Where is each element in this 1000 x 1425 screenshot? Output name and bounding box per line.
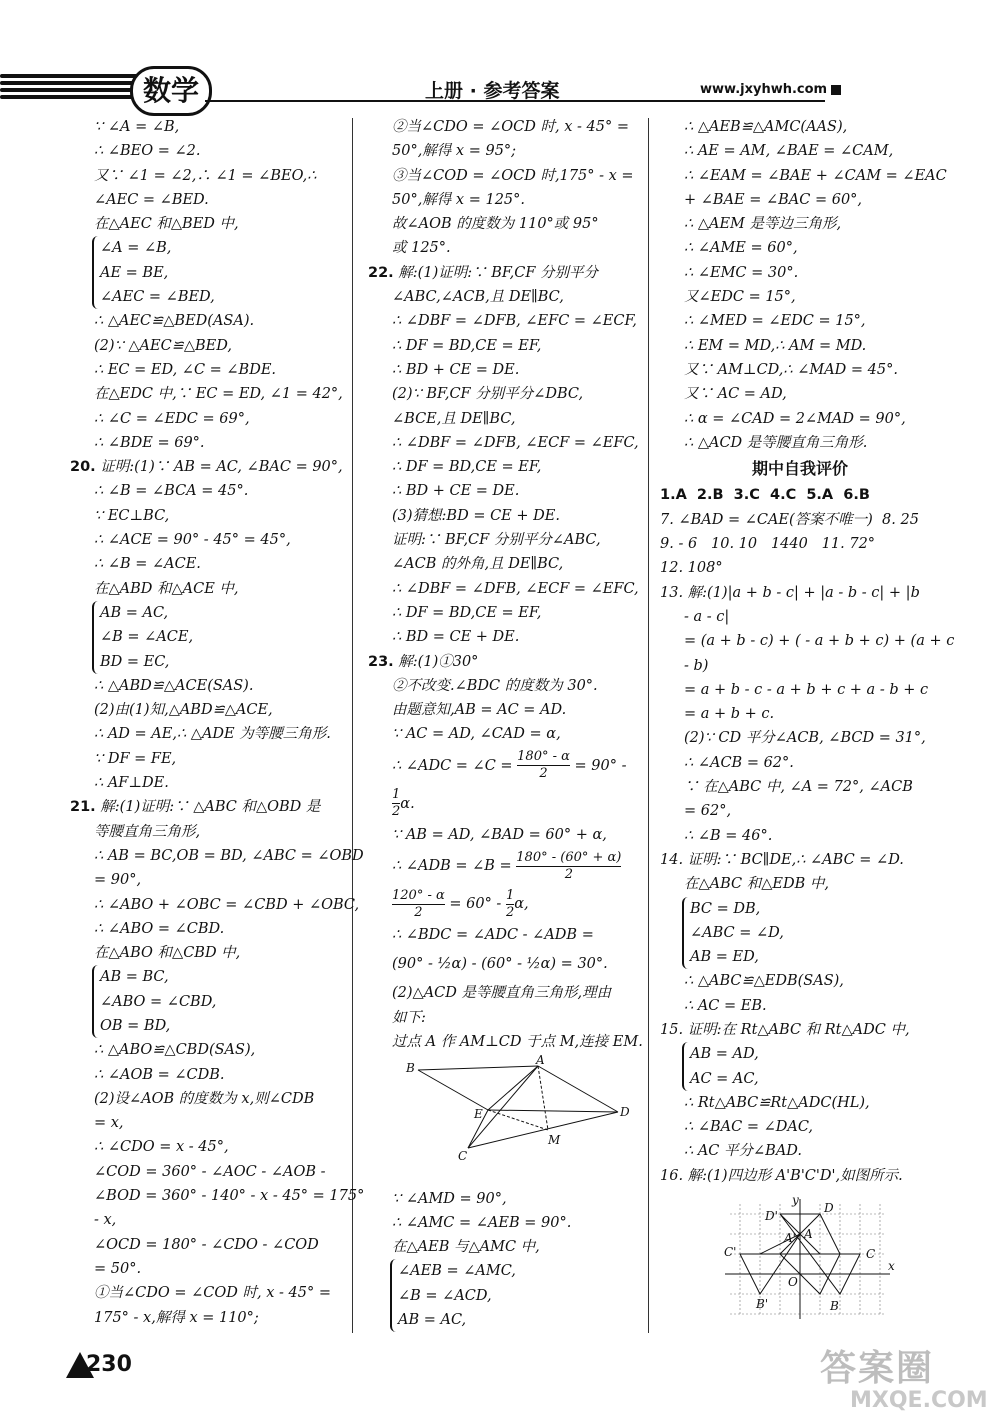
- text-line: ∵ AC = AD, ∠CAD = α,: [392, 726, 561, 743]
- page-header: [0, 64, 1000, 114]
- text-line: AB = ED,: [690, 949, 759, 966]
- text-line: ∴ ∠EMC = 30°.: [684, 264, 799, 281]
- text-line: AC = AC,: [690, 1070, 759, 1087]
- text-line: ∴ ∠CDO = x - 45°,: [94, 1139, 229, 1156]
- text-line: - b): [684, 657, 709, 674]
- text-line: (3)猜想:BD = CE + DE.: [392, 507, 560, 524]
- point-label: E: [474, 1107, 483, 1122]
- text-line: ∴ AE = AM, ∠BAE = ∠CAM,: [684, 143, 894, 160]
- point-label: A: [536, 1053, 545, 1068]
- text-line: 13. 解:(1)|a + b - c| + |a - b - c| + |b: [660, 584, 920, 601]
- text-line: ∠A = ∠B,: [100, 240, 172, 257]
- text-line: ∠ABO = ∠CBD,: [100, 993, 217, 1010]
- text-line: ①当∠CDO = ∠COD 时, x - 45° =: [94, 1285, 331, 1302]
- answer-column-3: [660, 115, 955, 1340]
- text-line: ∴ ∠ACE = 90° - 45° = 45°,: [94, 532, 291, 549]
- text-line: 又∠EDC = 15°,: [684, 289, 796, 306]
- text-line: ②不改变.∠BDC 的度数为 30°.: [392, 677, 598, 694]
- brace-group: [682, 897, 940, 970]
- point-label: C: [866, 1247, 876, 1262]
- point-label: D: [620, 1105, 630, 1120]
- text-line: 或 125°.: [392, 240, 451, 257]
- text-line: ∴ ∠DBF = ∠DFB, ∠EFC = ∠ECF,: [392, 313, 637, 330]
- brace-group: [390, 1259, 636, 1332]
- text-line: 1.A 2.B 3.C 4.C 5.A 6.B: [660, 487, 870, 504]
- text-line: ∴ AB = BC,OB = BD, ∠ABC = ∠OBD: [94, 847, 364, 864]
- text-line: ∴ △AEB≌△AMC(AAS),: [684, 119, 848, 135]
- text-line: (90° - ½α) - (60° - ½α) = 30°.: [392, 956, 608, 973]
- text-line: (2)由(1)知,△ABD≌△ACE,: [94, 702, 273, 719]
- text-line: ∠COD = 360° - ∠AOC - ∠AOB -: [94, 1163, 326, 1180]
- text-line: ∴ △ABD≌△ACE(SAS).: [94, 677, 254, 694]
- point-label: A': [784, 1231, 796, 1246]
- text-line: ∴ AD = AE,∴ △ADE 为等腰三角形.: [94, 726, 331, 743]
- text-line: 在△EDC 中,∵ EC = ED, ∠1 = 42°,: [94, 386, 343, 403]
- question-21: 21. 解:(1)证明:∵ △ABC 和△OBD 是: [70, 799, 321, 816]
- text-line: AE = BE,: [100, 264, 169, 281]
- brace-group: [92, 965, 348, 1038]
- text-line: ∴ ∠B = ∠BCA = 45°.: [94, 483, 249, 500]
- section-title: 期中自我评价: [751, 459, 848, 479]
- text-line: BC = DB,: [690, 900, 761, 917]
- text-line: 14. 证明:∵ BC∥DE,∴ ∠ABC = ∠D.: [660, 851, 904, 868]
- text-line: ∴ Rt△ABC≌Rt△ADC(HL),: [684, 1094, 870, 1111]
- question-20: 20. 证明:(1)∵ AB = AC, ∠BAC = 90°,: [70, 459, 343, 476]
- text-line: ∴ BD + CE = DE.: [392, 483, 520, 500]
- axis-label: y: [792, 1193, 799, 1208]
- text-line: (2)∵ CD 平分∠ACB, ∠BCD = 31°,: [684, 730, 926, 747]
- text-line: = 50°.: [94, 1260, 142, 1277]
- page-number: 230: [86, 1352, 132, 1377]
- text-line: (2)设∠AOB 的度数为 x,则∠CDB: [94, 1090, 315, 1107]
- origin-label: O: [788, 1275, 798, 1290]
- text-line: ∠AEC = ∠BED,: [100, 289, 215, 306]
- header-url: www.jxyhwh.com: [700, 82, 841, 97]
- text-line: ∴ BD = CE + DE.: [392, 629, 520, 646]
- text-line: ∴ ∠MED = ∠EDC = 15°,: [684, 313, 866, 330]
- text-line: ∵ EC⊥BC,: [94, 507, 170, 524]
- text-line: 又∵ ∠1 = ∠2,∴ ∠1 = ∠BEO,∴: [94, 167, 317, 184]
- text-line: ∴ ∠C = ∠EDC = 69°,: [94, 410, 250, 427]
- header-decoration: [0, 74, 150, 104]
- text-line: ∠OCD = 180° - ∠CDO - ∠COD: [94, 1236, 319, 1253]
- text-line: 在△AEC 和△BED 中,: [94, 216, 239, 233]
- coordinate-grid-figure: [720, 1194, 900, 1324]
- fraction: $\frac{180^\circ - \alpha}{2}$: [517, 749, 570, 782]
- text-line: ∴ AF⊥DE.: [94, 775, 169, 792]
- brace-group: [92, 236, 348, 309]
- text-line: ③当∠COD = ∠OCD 时,175° - x =: [392, 167, 634, 184]
- text-line: ∠B = ∠ACD,: [398, 1287, 492, 1304]
- text-line: ∠ACB 的外角,且 DE∥BC,: [392, 556, 564, 573]
- text-line: ∵ AB = AD, ∠BAD = 60° + α,: [392, 826, 607, 843]
- column-divider: [648, 118, 649, 1333]
- text-line: BD = EC,: [100, 653, 170, 670]
- text-line: ∠B = ∠ACE,: [100, 629, 194, 646]
- text-line: = a + b + c.: [684, 706, 775, 723]
- text-line: ∴ ∠ABO + ∠OBC = ∠CBD + ∠OBC,: [94, 896, 360, 913]
- text-line: 在△AEB 与△AMC 中,: [392, 1239, 540, 1256]
- text-line: ∴ ∠EAM = ∠BAE + ∠CAM = ∠EAC: [684, 167, 947, 184]
- text-line: ∴ EC = ED, ∠C = ∠BDE.: [94, 361, 277, 378]
- watermark: 答案圈: [820, 1348, 935, 1389]
- text-line: ∴ ∠BEO = ∠2.: [94, 143, 201, 160]
- fraction: $\frac{180^\circ - (60^\circ + \alpha)}{2}$: [516, 849, 622, 882]
- text-line: = 90°,: [94, 872, 142, 889]
- text-line: ∴ △AEC≌△BED(ASA).: [94, 313, 255, 330]
- question-23: 23. 解:(1)①30°: [368, 653, 479, 670]
- formula-line: ∴ ∠ADC = ∠C = $\frac{180^\circ - \alpha}{2}$ = 90° -: [392, 749, 627, 782]
- text-line: + ∠BAE = ∠BAC = 60°,: [684, 191, 863, 208]
- text-line: 过点 A 作 AM⊥CD 于点 M,连接 EM.: [392, 1033, 643, 1050]
- text-line: ∴ AC 平分∠BAD.: [684, 1143, 803, 1160]
- text-line: 等腰直角三角形,: [94, 823, 201, 840]
- column-divider: [352, 118, 353, 1333]
- text-line: ∴ ∠ACB = 62°.: [684, 754, 794, 771]
- text-line: 在△ABD 和△ACE 中,: [94, 580, 239, 597]
- text-line: ∴ DF = BD,CE = EF,: [392, 337, 542, 354]
- text-line: ∠AEB = ∠AMC,: [398, 1263, 516, 1280]
- text-line: ∴ ∠B = ∠ACE.: [94, 556, 201, 573]
- text-line: 15. 证明:在 Rt△ABC 和 Rt△ADC 中,: [660, 1021, 910, 1038]
- text-line: ∴ △AEM 是等边三角形,: [684, 216, 842, 233]
- text-line: ∴ BD + CE = DE.: [392, 361, 520, 378]
- text-line: = x,: [94, 1115, 124, 1132]
- text-line: 175° - x,解得 x = 110°;: [94, 1309, 259, 1326]
- point-label: M: [548, 1133, 561, 1148]
- fraction: $\frac{120^\circ - \alpha}{2}$: [392, 887, 445, 920]
- formula-line: ∴ ∠ADB = ∠B = $\frac{180^\circ - (60^\circ + \alpha)}{2}$: [392, 849, 622, 882]
- text-line: ∴ ∠DBF = ∠DFB, ∠ECF = ∠EFC,: [392, 434, 639, 451]
- point-label: B: [830, 1299, 839, 1314]
- text-line: ∴ EM = MD,∴ AM = MD.: [684, 337, 867, 354]
- text-line: ∵ ∠AMD = 90°,: [392, 1190, 507, 1207]
- text-line: ∴ ∠BDE = 69°.: [94, 434, 205, 451]
- text-line: 又∵ AC = AD,: [684, 386, 787, 403]
- header-title: 上册 · 参考答案: [425, 80, 560, 102]
- text-line: OB = BD,: [100, 1017, 171, 1034]
- answer-column-2: [368, 115, 643, 1332]
- text-line: ∴ ∠DBF = ∠DFB, ∠ECF = ∠EFC,: [392, 580, 639, 597]
- text-line: ∠ABC = ∠D,: [690, 924, 784, 941]
- brace-group: [92, 601, 348, 674]
- text-line: ∴ ∠AOB = ∠CDB.: [94, 1066, 225, 1083]
- text-line: 如下:: [392, 1009, 426, 1026]
- text-line: ∴ ∠BAC = ∠DAC,: [684, 1119, 814, 1136]
- text-line: ∠ABC,∠ACB,且 DE∥BC,: [392, 289, 564, 306]
- text-line: AB = AD,: [690, 1046, 759, 1063]
- text-line: ∴ α = ∠CAD = 2∠MAD = 90°,: [684, 410, 906, 427]
- axis-label: x: [888, 1259, 895, 1274]
- text-line: ∴ △ABO≌△CBD(SAS),: [94, 1042, 256, 1059]
- text-line: - x,: [94, 1212, 117, 1229]
- text-line: AB = BC,: [100, 969, 169, 986]
- text-line: = (a + b - c) + ( - a + b + c) + (a + c: [684, 633, 955, 650]
- text-line: ∠AEC = ∠BED.: [94, 191, 209, 208]
- point-label: D': [765, 1209, 778, 1224]
- text-line: ∴ DF = BD,CE = EF,: [392, 459, 542, 476]
- text-line: ∴ ∠BDC = ∠ADC - ∠ADB =: [392, 927, 594, 944]
- formula-line: 1 2 α.: [392, 787, 415, 820]
- text-line: ∵ DF = FE,: [94, 750, 177, 767]
- text-line: - a - c|: [684, 608, 730, 625]
- text-line: ∵ ∠A = ∠B,: [94, 119, 180, 135]
- text-line: 在△ABC 和△EDB 中,: [684, 876, 829, 893]
- text-line: ∴ ∠B = 46°.: [684, 827, 773, 844]
- text-line: ∠BCE,且 DE∥BC,: [392, 410, 516, 427]
- point-label: D: [824, 1201, 834, 1216]
- text-line: ∴ △ABC≌△EDB(SAS),: [684, 973, 844, 990]
- watermark-url: MXQE.COM: [850, 1388, 988, 1413]
- fraction: 1 2: [505, 887, 515, 920]
- text-line: 由题意知,AB = AC = AD.: [392, 702, 567, 719]
- text-line: 证明:∵ BF,CF 分别平分∠ABC,: [392, 532, 601, 549]
- point-label: B: [406, 1061, 415, 1076]
- point-label: C': [724, 1245, 737, 1260]
- text-line: ∴ △ACD 是等腰直角三角形.: [684, 434, 868, 451]
- formula-line: $\frac{120^\circ - \alpha}{2}$ = 60° - 1 2 α,: [392, 887, 529, 920]
- text-line: (2)∵ BF,CF 分别平分∠DBC,: [392, 386, 584, 403]
- text-line: ∴ ∠ABO = ∠CBD.: [94, 920, 225, 937]
- text-line: ②当∠CDO = ∠OCD 时, x - 45° =: [392, 119, 629, 135]
- text-line: (2)△ACD 是等腰直角三角形,理由: [392, 985, 612, 1002]
- text-line: 50°,解得 x = 95°;: [392, 143, 517, 160]
- point-label: A: [804, 1227, 813, 1242]
- text-line: 7. ∠BAD = ∠CAE(答案不唯一) 8. 25: [660, 511, 919, 528]
- text-line: = a + b - c - a + b + c + a - b + c: [684, 681, 929, 698]
- text-line: ∴ AC = EB.: [684, 997, 767, 1014]
- text-line: ∴ ∠AME = 60°,: [684, 240, 798, 257]
- text-line: AB = AC,: [398, 1311, 467, 1328]
- text-line: 9. - 6 10. 10 1440 11. 72°: [660, 536, 876, 553]
- text-line: = 62°,: [684, 803, 732, 820]
- text-line: 12. 108°: [660, 560, 723, 577]
- brace-group: [682, 1042, 940, 1091]
- text-line: 50°,解得 x = 125°.: [392, 191, 525, 208]
- text-line: ∴ DF = BD,CE = EF,: [392, 604, 542, 621]
- text-line: ∠BOD = 360° - 140° - x - 45° = 175°: [94, 1188, 365, 1205]
- text-line: 在△ABO 和△CBD 中,: [94, 945, 241, 962]
- triangle-figure: [388, 1053, 630, 1170]
- fraction: 1 2: [392, 787, 401, 820]
- text-line: ∴ ∠AMC = ∠AEB = 90°.: [392, 1214, 572, 1231]
- text-line: 又∵ AM⊥CD,∴ ∠MAD = 45°.: [684, 361, 898, 378]
- text-line: (2)∵ △AEC≌△BED,: [94, 337, 232, 354]
- question-22: 22. 解:(1)证明:∵ BF,CF 分别平分: [368, 264, 599, 281]
- point-label: C: [458, 1149, 468, 1164]
- text-line: ∵ 在△ABC 中, ∠A = 72°, ∠ACB: [684, 779, 913, 796]
- point-label: B': [756, 1297, 769, 1312]
- text-line: AB = AC,: [100, 604, 169, 621]
- text-line: 故∠AOB 的度数为 110°或 95°: [392, 216, 599, 233]
- subject-logo: 数学: [130, 66, 212, 116]
- answer-column-1: [70, 115, 365, 1330]
- text-line: 16. 解:(1)四边形 A'B'C'D',如图所示.: [660, 1167, 903, 1184]
